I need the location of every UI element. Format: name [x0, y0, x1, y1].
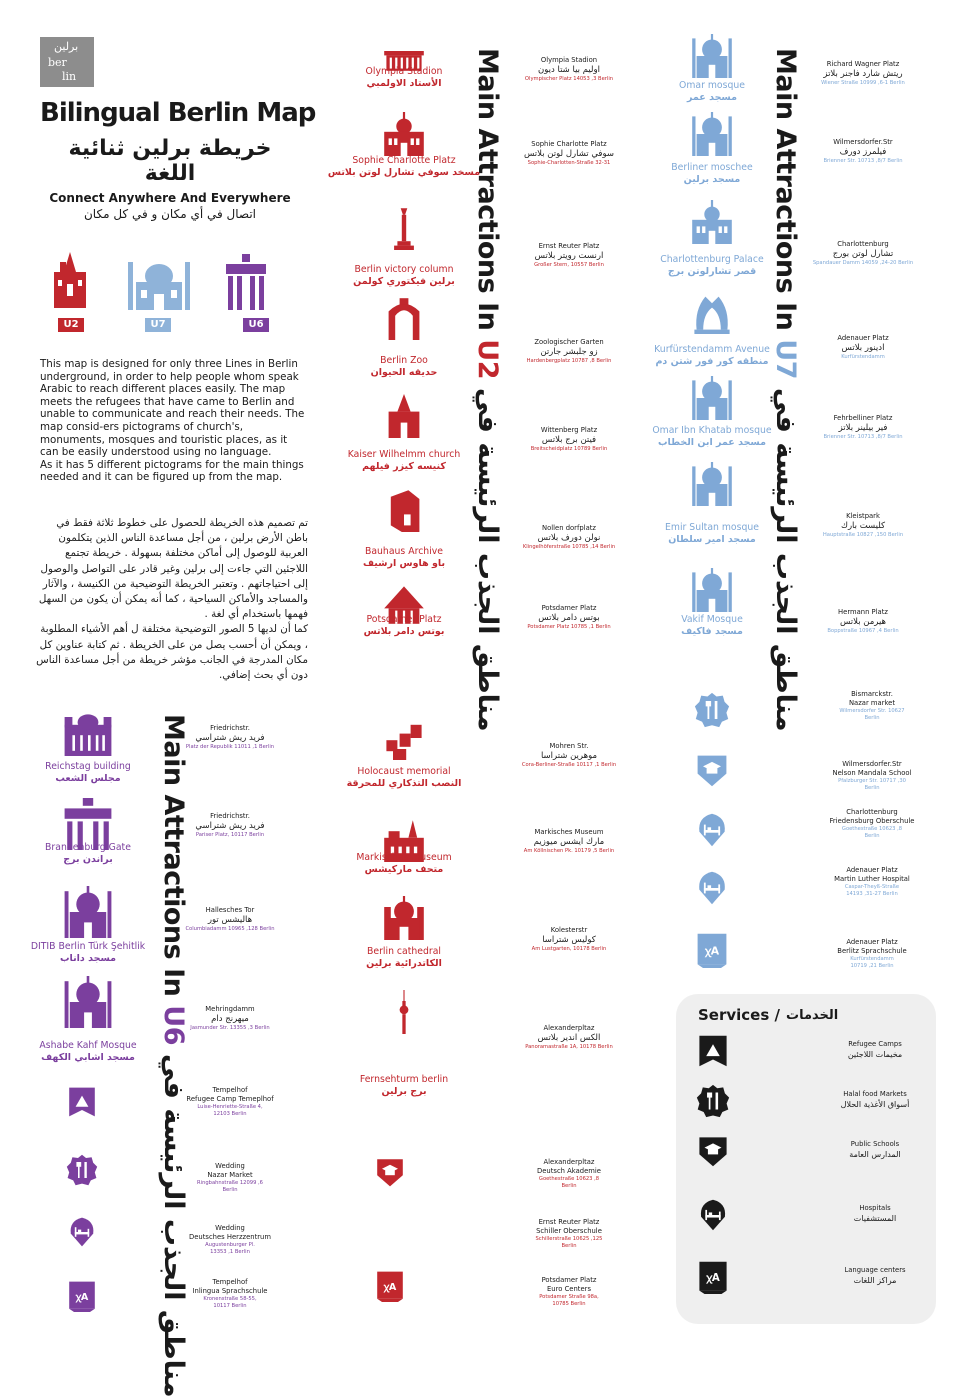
u2b-attraction-name-arabic: النصب التذكاري للمحرقة: [346, 778, 462, 789]
u7-station-address: Spandauer Damm 14059 ,24-20 Berlin: [812, 260, 914, 266]
page-title: Bilingual Berlin Map: [40, 98, 316, 128]
u2b-station-name-arabic: كوليس شتراسا: [542, 935, 596, 945]
service-item-name: Public Schools: [850, 1140, 900, 1148]
u2-station-address: Klingelhöferstraße 10785 ,14 Berlin: [522, 544, 616, 550]
school-icon: [694, 752, 730, 788]
u7-station: [798, 414, 928, 441]
mosque-icon: [690, 568, 734, 612]
u7-attraction-name: Charlottenburg Palace: [660, 254, 764, 265]
u2b-station: [504, 1276, 634, 1308]
u2b-station-address: Cora-Berliner-Straße 10117 ,1 Berlin: [521, 762, 617, 768]
u6-station-name: Tempelhof Refugee Camp Temeplhof: [186, 1086, 274, 1103]
u2-station: [504, 524, 634, 551]
u2b-attraction-name-arabic: برج برلين: [381, 1086, 427, 1097]
mosque-icon: [690, 34, 734, 78]
u7-station-address: Wiener Straße 10999 ,6-1 Berlin: [821, 80, 905, 86]
u6-station-name: Mehringdamm: [205, 1005, 255, 1013]
u2-station: [504, 242, 634, 269]
service-item-name: Hospitals: [859, 1204, 891, 1212]
u6-station-name: Wedding Deutsches Herzzentrum: [189, 1224, 271, 1241]
u2-station-address: Olympischer Platz 14053 ,3 Berlin: [524, 76, 614, 82]
u7-station-name-arabic: فيلمرز دورف: [839, 147, 887, 157]
u7-station: [798, 512, 928, 539]
u2b-station: [504, 926, 634, 953]
church-icon: [382, 394, 426, 438]
u6-attraction-name-arabic: مسجد داناب: [59, 953, 116, 964]
u2b-station: [504, 742, 634, 769]
u7-station-name: Hermann Platz: [838, 608, 888, 616]
u6-station-name-arabic: هاليشس تور: [207, 915, 253, 925]
intro-text: This map is designed for only three Lines in Berlin underground, in order to help people whom speak Arabic to reach different places easily. The map meets the refugees that have came to Berlin and unable to communicate and reach their needs. The map consid-ers pictograms of church's, monuments, mosques and touristic places, as it can be easily understood using no language. As it has 5 different pictograms for the main things needed and it can be figured up from the map.: [40, 358, 305, 484]
service-item-name: Language centers: [844, 1266, 906, 1274]
u7-attraction-name: Omar Ibn Khatab mosque: [652, 425, 772, 436]
u2b-station-address: Potsdamer Straße 98a, 10785 Berlin: [539, 1294, 599, 1307]
u7-station-name-arabic: فير بيلينر بلاتز: [838, 423, 888, 433]
u2-station: [504, 338, 634, 365]
u2b-station-address: Goethestraße 10623 ,8 Berlin: [538, 1176, 600, 1189]
line-badge-u2: U2: [58, 318, 84, 332]
u7-station-name: Fehrbelliner Platz: [833, 414, 893, 422]
u6-station-address: Platz der Republik 11011 ,1 Berlin: [185, 744, 275, 750]
service-item: [820, 1090, 930, 1110]
u2-station-name-arabic: فيتن برج بلاتس: [541, 435, 597, 445]
u6-station-name: Friedrichstr.: [210, 724, 250, 732]
heading-u6-ar: مناطق الجذب الرئيسة في: [158, 1053, 189, 1398]
logo-line-3: lin: [62, 70, 77, 83]
u7-station-name: Charlottenburg: [837, 240, 889, 248]
cathedral-icon: [382, 896, 426, 940]
u7-station-name: Wilmersdorfer.Str: [833, 138, 893, 146]
u2-station-name: Wittenberg Platz: [540, 426, 598, 434]
u6-station: [165, 812, 295, 839]
u7-service: [807, 690, 937, 722]
u2-attraction-name-arabic: بوتس دامر بلاتس: [363, 626, 445, 637]
hospital-bed-icon: [694, 870, 730, 906]
u2-station: [504, 426, 634, 453]
u6-attraction-name-arabic: مجلس الشعب: [55, 773, 121, 784]
u7-attraction-name: Omar mosque: [679, 80, 745, 91]
u7-station: [798, 138, 928, 165]
cutlery-icon: [696, 1084, 730, 1118]
service-item: [820, 1140, 930, 1160]
logo-line-2: ber: [48, 56, 67, 69]
u7-attraction-name-arabic: مسجد امير سلطان: [668, 534, 756, 545]
line-badge-u6: U6: [243, 318, 269, 332]
u7-attraction-name-arabic: منطقه كور فور شتن دم: [655, 356, 769, 367]
u7-service-name: Bismarckstr. Nazar market: [848, 690, 896, 707]
cutlery-icon: [66, 1154, 98, 1186]
u6-attraction-name: Ashabe Kahf Mosque: [39, 1040, 137, 1051]
u6-attraction-name-arabic: براندن برج: [63, 854, 113, 865]
u6-attraction-name: DITIB Berlin Türk Şehitlik: [30, 941, 146, 952]
cutlery-icon: [694, 692, 730, 728]
tagline: Connect Anywhere And Everywhere: [49, 191, 291, 205]
u7-attraction-name: Emir Sultan mosque: [665, 522, 759, 533]
tv-tower-icon: [382, 990, 426, 1034]
u7-station-address: Kurfürstendamm: [841, 354, 885, 360]
u7-attraction-name-arabic: قصر تشارلوتن برج: [667, 266, 757, 277]
language-icon: [696, 1260, 730, 1294]
u6-station-name: Tempelhof Inlingua Sprachschule: [192, 1278, 268, 1295]
u2b-attraction-name: Berlin cathedral: [366, 946, 441, 957]
svg-text:ꭓA: ꭓA: [75, 1292, 89, 1303]
u2b-station-address: Panoramastraße 1A, 10178 Berlin: [525, 1044, 613, 1050]
u2b-station-name: Potsdamer Platz Euro Centers: [541, 1276, 597, 1293]
u2-station-address: Potsdamer Platz 10785 ,1 Berlin: [527, 624, 611, 630]
u7-station-name: Richard Wagner Platz: [826, 60, 900, 68]
u2-station-name-arabic: ارنست رويتر بلاتس: [534, 251, 604, 261]
u7-service-address: Caspar-Theyß-Straße 14193 ,31-27 Berlin: [844, 884, 900, 897]
u7-station: [798, 60, 928, 87]
u7-attraction-name-arabic: مسجد عمر: [687, 92, 737, 103]
memorial-icon: [382, 716, 426, 760]
svg-text:ꭓA: ꭓA: [706, 1273, 720, 1285]
u2-attraction-name-arabic: حديقه الحيوان: [370, 367, 438, 378]
heading-u2-code: U2: [472, 339, 503, 380]
u7-attraction-name-arabic: مسجد برلين: [683, 174, 741, 185]
language-icon: [694, 932, 730, 968]
u2-station-name: Sophie Charlotte Platz: [531, 140, 607, 148]
u7-station-name-arabic: كليست بارك: [840, 521, 886, 531]
u7-service: [807, 760, 937, 792]
u6-attraction-name-arabic: مسجد اشابي الكهف: [41, 1052, 135, 1063]
u2-attraction-name: Kaiser Wilhelmm church: [347, 449, 461, 460]
language-icon: [374, 1270, 406, 1302]
gate-icon: [224, 254, 268, 310]
u6-station: [165, 1086, 295, 1118]
u6-station-name-arabic: فريد ريش شتراسي: [195, 821, 265, 831]
u2-station-address: Großer Stern, 10557 Berlin: [534, 262, 604, 268]
u6-station-name: Friedrichstr.: [210, 812, 250, 820]
heading-u7-code: U7: [770, 339, 801, 380]
u7-service: [807, 866, 937, 898]
tent-icon: [66, 1086, 98, 1118]
u2b-attraction-name-arabic: الكاتدرائية برلين: [366, 958, 442, 969]
reichstag-icon: [62, 704, 114, 756]
u7-attraction-name: Vakif Mosque: [681, 614, 743, 625]
logo: [40, 37, 94, 87]
u6-station: [165, 1005, 295, 1032]
u2b-station-address: Am Lustgarten, 10178 Berlin: [531, 946, 607, 952]
hospital-bed-icon: [696, 1198, 730, 1232]
sculpture-icon: [690, 290, 734, 334]
u6-station: [165, 1224, 295, 1256]
heading-u2-en: Main Attractions In: [472, 48, 503, 331]
mosque-icon: [690, 462, 734, 506]
u7-attraction-name-arabic: مسجد عمر ابن الخطاب: [658, 437, 766, 448]
u2b-station-address: Schillerstraße 10625 ,125 Berlin: [535, 1236, 603, 1249]
mosque-icon: [124, 252, 194, 310]
u2b-station: [504, 1218, 634, 1250]
u2-attraction-name-arabic: كنيسه كيزر فيلهم: [362, 461, 446, 472]
u2b-station-address: Am Köllnischen Pk. 10179 ,5 Berlin: [523, 848, 615, 854]
tagline-arabic: اتصال في أي مكان و في كل مكان: [83, 207, 256, 221]
u7-service-address: Pfalzburger Str. 10717 ,30 Berlin: [838, 778, 906, 791]
u2b-station: [504, 1158, 634, 1190]
language-icon: [66, 1280, 98, 1312]
u6-station-name: Wedding Nazar Market: [207, 1162, 253, 1179]
u6-station: [165, 1162, 295, 1194]
u2-attraction-name: Berlin victory column: [354, 264, 454, 275]
church-icon: [50, 250, 90, 310]
service-item: [820, 1266, 930, 1286]
u2-attraction-name-arabic: الأستاد الاولمبي: [366, 78, 442, 89]
mosque-icon: [690, 376, 734, 420]
u6-attraction-name: Reichstag building: [45, 761, 131, 772]
u2b-station: [504, 1024, 634, 1051]
u2-station-name: Nollen dorfplatz: [542, 524, 596, 532]
service-item-name-arabic: المستشفيات: [853, 1214, 897, 1223]
u6-station-name-arabic: ميهرنج دام: [211, 1014, 249, 1024]
intro-text-arabic: تم تصميم هذه الخريطة للحصول على خطوط ثلاثة فقط في باطن الأرض برلين ، من أجل مساعدة الناس الذين يتكلمون العربية للوصول إلى أماكن مختلفة بسهولة . خريطة تجتمع اللاجئين التي جاءت إلى برلين وغير قادر على التواصل والوصول إلى احتياجاتهم . وتعتبر الخريطة التوضيحية من الكنيسة ، والآثار والمساجد والأماكن السياحية ، كما أنه يمكن أن يكون من السهل فهمها باستخدام أي لغة . كما أن لديها 5 الصور التوضيحية مختلفة ل أهم الأشياء المطلوبة ، ويمكن أن أحسب يصل من على الخريطة . ثم كتابة عناوين كل مكان المدرجة في الجانب مؤشر خريطة من أجل مساعدة الناس دون أي بحث إضافي.: [36, 517, 308, 682]
u2b-station-name-arabic: مارك ايشس ميوزيم: [533, 837, 605, 847]
service-item: [820, 1204, 930, 1224]
u2b-station-name: Mohren Str.: [549, 742, 589, 750]
u2-station-name-arabic: نولن دورف بلاتس: [537, 533, 601, 543]
u2-attraction-name-arabic: باو هاوس ارشيف: [362, 558, 446, 569]
service-item: [820, 1040, 930, 1060]
u2b-attraction-name-arabic: متحف ماركيشس: [364, 864, 444, 875]
u7-station: [798, 608, 928, 635]
u7-station-name-arabic: هيرمن بلاتس: [839, 617, 887, 627]
heading-u6-en: Main Attractions In: [158, 714, 189, 997]
u7-station-address: Hauptstraße 10827 ,150 Berlin: [822, 532, 904, 538]
u6-station-address: Augustenburger Pl. 13353 ,1 Berlin: [205, 1242, 255, 1255]
zoo-gate-icon: [382, 296, 426, 340]
heading-u6-code: U6: [158, 1005, 189, 1046]
u7-station: [798, 334, 928, 361]
mosque-icon: [62, 976, 114, 1028]
u6-station-address: Luise-Henriette-Straße 4, 12103 Berlin: [197, 1104, 263, 1117]
bauhaus-icon: [382, 488, 426, 532]
u2b-station: [504, 828, 634, 855]
u2-station-address: Breitscheidplatz 10789 Berlin: [530, 446, 608, 452]
u2b-attraction-name: Markisches museum: [356, 852, 452, 863]
u2-station-name: Zoologischer Garten: [534, 338, 604, 346]
u2b-station-name: Markisches Museum: [534, 828, 604, 836]
u7-station-name: Kleistpark: [846, 512, 880, 520]
u2-station: [504, 604, 634, 631]
u2b-station-name: Alexanderpltaz Deutsch Akademie: [537, 1158, 601, 1175]
u2-station-name-arabic: اوليم بيا شتا ديون: [538, 65, 600, 75]
hospital-bed-icon: [694, 812, 730, 848]
u7-attraction-name-arabic: مسجد فاكيف: [681, 626, 743, 637]
u7-service: [807, 938, 937, 970]
u7-service-address: Wilmersdorfer Str. 10627 Berlin: [839, 708, 905, 721]
u6-station-name-arabic: فريد ريش شتراسي: [195, 733, 265, 743]
u6-station-address: Pariser Platz, 10117 Berlin: [195, 832, 265, 838]
u2-attraction-name: Berlin Zoo: [380, 355, 428, 366]
palace-icon: [690, 200, 734, 244]
palace-icon: [382, 112, 426, 156]
heading-u7-en: Main Attractions In: [770, 48, 801, 331]
u2b-station-name: Alexanderpltaz: [543, 1024, 595, 1032]
service-item-name-arabic: المدارس العامة: [849, 1150, 901, 1159]
tent-icon: [696, 1034, 730, 1068]
u2-station-name: Potsdamer Platz: [541, 604, 597, 612]
service-item-name-arabic: أسواق الأغذية الحلال: [840, 1100, 910, 1109]
u2-attraction-name: Potsdamer Platz: [366, 614, 442, 625]
school-icon: [374, 1156, 406, 1188]
u2b-station-name-arabic: موهرين شتراسا: [540, 751, 598, 761]
u7-service-address: Kurfürstendamm 10719 ,21 Berlin: [850, 956, 894, 969]
u2-attraction-name: Sophie Charlotte Platz: [352, 155, 456, 166]
u7-service-name: Adenauer Platz Martin Luther Hospital: [834, 866, 910, 883]
u2-attraction-name: Olympia Stadion: [365, 66, 443, 77]
u2-station-name-arabic: سوفي تشارل لوتن بلاتس: [523, 149, 615, 159]
u7-service: [807, 808, 937, 840]
service-item-name-arabic: مخيمات اللاجئين: [847, 1050, 903, 1059]
u6-station-address: Jasmunder Str. 13355 ,3 Berlin: [190, 1025, 270, 1031]
services-title: Services /: [698, 1006, 780, 1024]
u7-station-address: Boppstraße 10967 ,4 Berlin: [827, 628, 899, 634]
u6-station-address: Ringbahnstraße 12099 ,6 Berlin: [197, 1180, 263, 1193]
u6-station-address: Columbiadamm 10965 ,128 Berlin: [185, 926, 275, 932]
u2b-station-name: Ernst Reuter Platz Schiller Oberschule: [536, 1218, 602, 1235]
line-badge-u7: U7: [145, 318, 171, 332]
u2-station-name-arabic: بوتس دامر بلاتس: [538, 613, 600, 623]
u6-station-address: Kronenstraße 58-55, 10117 Berlin: [203, 1296, 257, 1309]
services-title-arabic: الخدمات: [786, 1008, 839, 1023]
u6-station: [165, 1278, 295, 1310]
u7-attraction-name: Berliner moschee: [671, 162, 753, 173]
u7-station: [798, 240, 928, 267]
u6-attraction-name: Brandenburg Gate: [45, 842, 131, 853]
u6-station: [165, 906, 295, 933]
u7-station-name-arabic: ريتش شارد فاجنر بلاتز: [823, 69, 903, 79]
svg-text:ꭓA: ꭓA: [383, 1282, 397, 1293]
u7-station-name: Adenauer Platz: [837, 334, 889, 342]
u2b-station-name-arabic: الكس اندير بلاتس: [537, 1033, 601, 1043]
u7-service-name: Charlottenburg Friedensburg Oberschule: [829, 808, 915, 825]
victory-column-icon: [382, 206, 426, 250]
u2-attraction-name-arabic: مسخد سوفي تشارل لوتن بلاتس: [327, 167, 481, 178]
u2-station: [504, 56, 634, 83]
u2-station: [504, 140, 634, 167]
u7-service-name: Adenauer Platz Berlitz Sprachschule: [837, 938, 907, 955]
hospital-bed-icon: [66, 1216, 98, 1248]
school-icon: [696, 1134, 730, 1168]
service-item-name: Halal food Markets: [843, 1090, 907, 1098]
heading-u7-ar: مناطق الجذب الرئيسة في: [770, 387, 801, 732]
u7-attraction-name: Kurfürstendamm Avenue: [654, 344, 770, 355]
u2b-station-name: Kolesterstr: [550, 926, 588, 934]
mosque-icon: [62, 886, 114, 938]
u6-station: [165, 724, 295, 751]
u2b-attraction-name: Holocaust memorial: [357, 766, 451, 777]
u2-station-address: Hardenbergplatz 10787 ,8 Berlin: [526, 358, 612, 364]
page-title-arabic: خريطة برلين ثنائية اللغة: [68, 136, 272, 186]
u2-station-name-arabic: زو جلبشر جارتن: [540, 347, 598, 357]
u2-station-name: Olympia Stadion: [540, 56, 598, 64]
svg-text:ꭓA: ꭓA: [704, 944, 720, 958]
u2-attraction-name: Bauhaus Archive: [364, 546, 444, 557]
u7-station-name-arabic: تشارل لوتن بورج: [832, 249, 894, 259]
u7-service-name: Wilmersdorfer.Str Nelson Mandala School: [832, 760, 912, 777]
u7-service-address: Goethestraße 10623 ,8 Berlin: [841, 826, 903, 839]
service-item-name: Refugee Camps: [848, 1040, 902, 1048]
heading-u2-ar: مناطق الجذب الرئيسة في: [472, 387, 503, 732]
u2-station-name: Ernst Reuter Platz: [538, 242, 600, 250]
u2b-attraction-name: Fernsehturm berlin: [359, 1074, 449, 1085]
logo-line-1: برلين: [54, 40, 79, 53]
u2-attraction-name-arabic: برلين فيكتوري كولمن: [353, 276, 455, 287]
service-item-name-arabic: مراكز اللغات: [853, 1276, 897, 1285]
u7-station-address: Brienner Str. 10713 ,8/7 Berlin: [823, 158, 903, 164]
mosque-icon: [690, 112, 734, 156]
u6-station-name: Hallesches Tor: [205, 906, 255, 914]
u7-station-name-arabic: ادينور بلاتس: [841, 343, 885, 353]
u7-station-address: Brienner Str. 10713 ,8/7 Berlin: [823, 434, 903, 440]
u2-station-address: Sophie-Charlotten-Straße 32-31: [527, 160, 611, 166]
